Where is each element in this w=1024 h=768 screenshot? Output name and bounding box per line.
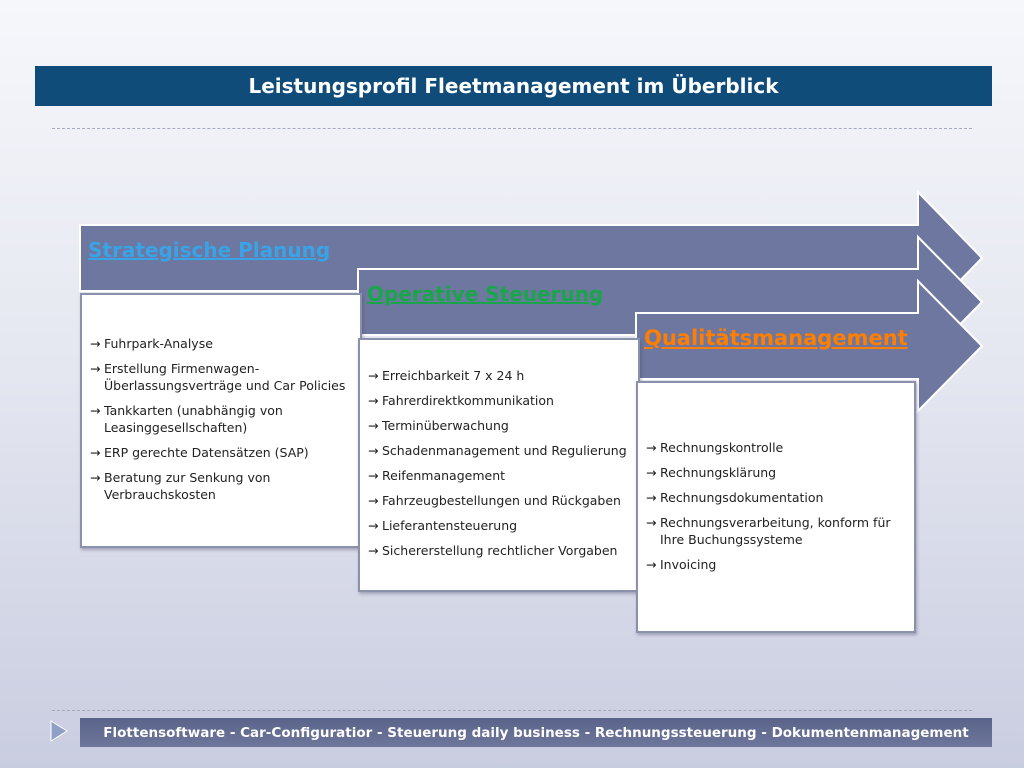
list-item: → Fahrerdirektkommunikation [368,393,554,408]
arrow-right-icon: → [90,445,101,460]
arrow-right-icon: → [368,493,379,508]
stage-box-strategische-planung [80,293,362,548]
arrow-right-icon: → [646,490,657,505]
arrow-right-icon: → [368,393,379,408]
list-item: → Sichererstellung rechtlicher Vorgaben [368,543,618,558]
arrow-right-icon: → [90,403,101,418]
list-item: → Lieferantensteuerung [368,518,518,533]
divider-bottom [52,710,972,711]
stage-list-operative-steuerung [368,367,630,559]
list-item: → Fuhrpark-Analyse [90,336,213,351]
page-title: Leistungsprofil Fleetmanagement im Überblick [35,66,992,106]
arrow-right-icon: → [368,418,379,433]
list-item: → Terminüberwachung [368,418,509,433]
arrow-right-icon: → [368,443,379,458]
arrow-right-icon: → [368,468,379,483]
list-item: → Invoicing [646,557,717,572]
arrow-right-icon: → [368,518,379,533]
arrow-right-icon: → [368,368,379,383]
list-item: → Schadenmanagement und Regulierung [368,443,627,458]
stage-list-strategische-planung [90,335,352,503]
stage-label-operative-steuerung: Operative Steuerung [367,282,604,306]
list-item: → Erstellung Firmenwagen-Überlassungsverträge und Car Policies [90,361,346,393]
list-item: → ERP gerechte Datensätzen (SAP) [90,445,309,460]
arrow-right-icon: → [90,361,101,376]
arrow-right-icon: → [90,470,101,485]
list-item: → Rechnungsdokumentation [646,490,824,505]
arrow-right-icon: → [90,336,101,351]
list-item: → Erreichbarkeit 7 x 24 h [368,368,525,383]
stage-box-qualitaetsmanagement [636,381,916,633]
list-item: → Fahrzeugbestellungen und Rückgaben [368,493,621,508]
play-triangle-icon [50,720,68,742]
stage-list-qualitaetsmanagement [646,439,906,573]
arrow-right-icon: → [646,440,657,455]
list-item: → Beratung zur Senkung von Verbrauchskosten [90,470,271,502]
list-item: → Tankkarten (unabhängig von Leasinggesellschaften) [90,403,283,435]
stage-box-operative-steuerung [358,338,640,592]
arrow-right-icon: → [368,543,379,558]
arrow-right-icon: → [646,465,657,480]
arrow-right-icon: → [646,557,657,572]
list-item: → Reifenmanagement [368,468,506,483]
stage-label-strategische-planung: Strategische Planung [88,238,331,262]
list-item: → Rechnungsverarbeitung, konform für Ihre Buchungssysteme [646,515,891,547]
footer-bar: Flottensoftware - Car-Configuratior - Steuerung daily business - Rechnungssteuerung - Dokumentenmanagement [80,718,992,747]
list-item: → Rechnungskontrolle [646,440,784,455]
arrow-right-icon: → [646,515,657,530]
list-item: → Rechnungsklärung [646,465,777,480]
stage-label-qualitaetsmanagement: Qualitätsmanagement [644,326,908,350]
